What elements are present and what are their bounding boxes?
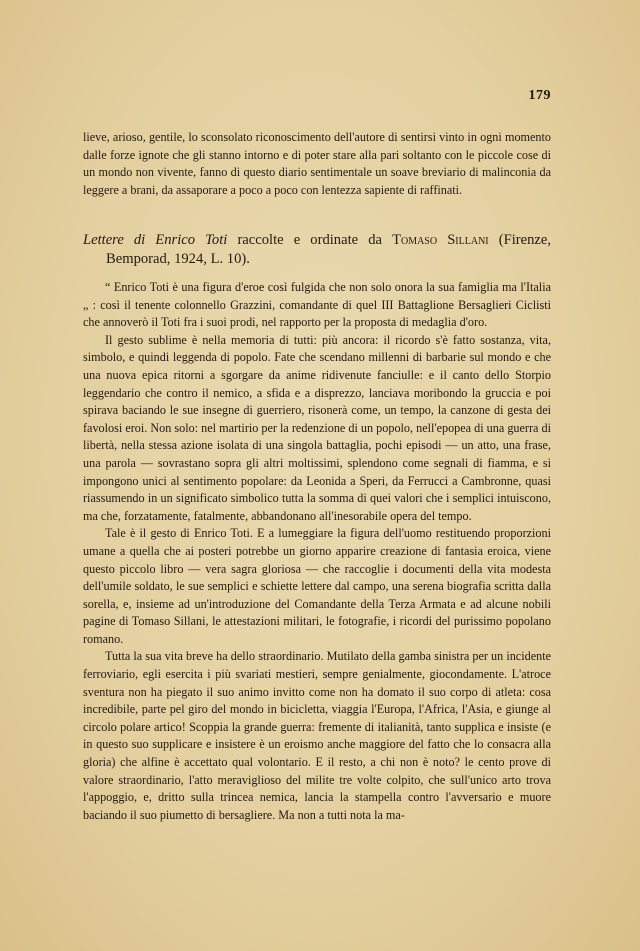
- book-entry: [83, 231, 551, 824]
- editor-name: Tomaso Sillani: [392, 232, 489, 248]
- publication-info: (Firenze, Bemporad, 1924, L. 10).: [106, 232, 552, 267]
- entry-paragraph-1: “ Enrico Toti è una figura d'eroe così fulgida che non solo onora la sua famiglia ma l'Italia „ : così il tenente colonnello Grazzini, comandante di quel III Battaglione Bersaglieri Ciclisti che annoverò il Toti fra i suoi prodi, nel rapporto per la proposta di medaglia d'oro.: [83, 280, 551, 330]
- entry-paragraph-4: Tutta la sua vita breve ha dello straordinario. Mutilato della gamba sinistra per un incidente ferroviario, egli esercita i più svariati mestieri, sempre genialmente, giocondamente. L'atroce sventura non ha piegato il suo animo invitto come non ha domato il suo corpo di atleta: cosa incredibile, parte pel giro del mondo in bicicletta, viaggia l'Europa, l'Africa, l'Asia, e giunge al circolo polare artico! Scoppia la grande guerra: fremente di italianità, tanto supplica e insiste (e in questo suo supplicare e insistere è un eroismo anche maggiore del fatto che lo consacra alla gloria) che alfine è accettato qual volontario. E il resto, a chi non è noto? le cento prove di valore straordinario, l'atto meraviglioso del milite tre volte colpito, che sull'unico arto trova l'appoggio, e, dritto sulla trincea nemica, lancia la stampella contro l'avversario e muore baciando il suo piumetto di bersagliere. Ma non a tutti nota la ma-: [83, 649, 551, 822]
- intro-section: [83, 129, 551, 199]
- book-title: Lettere di Enrico Toti: [83, 232, 228, 248]
- heading-connector: raccolte e ordinate da: [227, 232, 393, 248]
- page-number: 179: [528, 88, 551, 103]
- entry-paragraph-2: Il gesto sublime è nella memoria di tutti: più ancora: il ricordo s'è fatto sostanza, vita, simbolo, e quindi leggenda di popolo. Fate che scendano millenni di barbarie sul mondo e che una nuova epica ritorni a sgorgare da anime ridivenute fanciulle: e il canto dello Storpio leggendario che contro il nemico, a sfida e a disprezzo, lanciava moribondo la gruccia e poi spirava baciando le sue insegne di guerriero, risonerà come, un tempo, la canzone di gesta dei favolosi eroi. Non solo: nel martirio per la redenzione di un popolo, nell'epopea di una guerra di libertà, nella stessa azione isolata di una singola battaglia, pochi episodi — un atto, una frase, una parola — sovrastano sopra gli altri moltissimi, splendono come segnali di fiamma, e si impongono unici al sentimento popolare: da Leonida a Speri, da Ferrucci a Cambronne, quasi riassumendo in un significato simbolico tutta la somma di quei valori che i semplici intuiscono, ma che, forzatamente, fatalmente, abbandonano all'inesorabile opera del tempo.: [83, 332, 551, 523]
- entry-paragraph-3: Tale è il gesto di Enrico Toti. E a lumeggiare la figura dell'uomo restituendo proporzioni umane a quella che ai posteri potrebbe un giorno apparire creazione di fantasia eroica, viene questo piccolo libro — vera sagra gloriosa — che raccoglie i documenti della vita modesta dell'umile soldato, le sue semplici e schiette lettere dal campo, una serena biografia scritta dalla sorella, e, insieme ad un'introduzione del Comandante della Terza Armata e ad alcune nobili pagine di Tomaso Sillani, le attestazioni militari, le fotografie, i ricordi del purissimo popolano romano.: [83, 526, 551, 646]
- entry-heading: [83, 231, 551, 269]
- intro-paragraph: lieve, arioso, gentile, lo sconsolato riconoscimento dell'autore di sentirsi vinto in ogni momento dalle forze ignote che gli stanno intorno e di poter stare alla pari soltanto con le piccole cose di un mondo non vivente, fanno di questo diario sentimentale un soave breviario di malinconia da leggere a brani, da assaporare a poco a poco con lentezza sapiente di raffinati.: [83, 130, 551, 197]
